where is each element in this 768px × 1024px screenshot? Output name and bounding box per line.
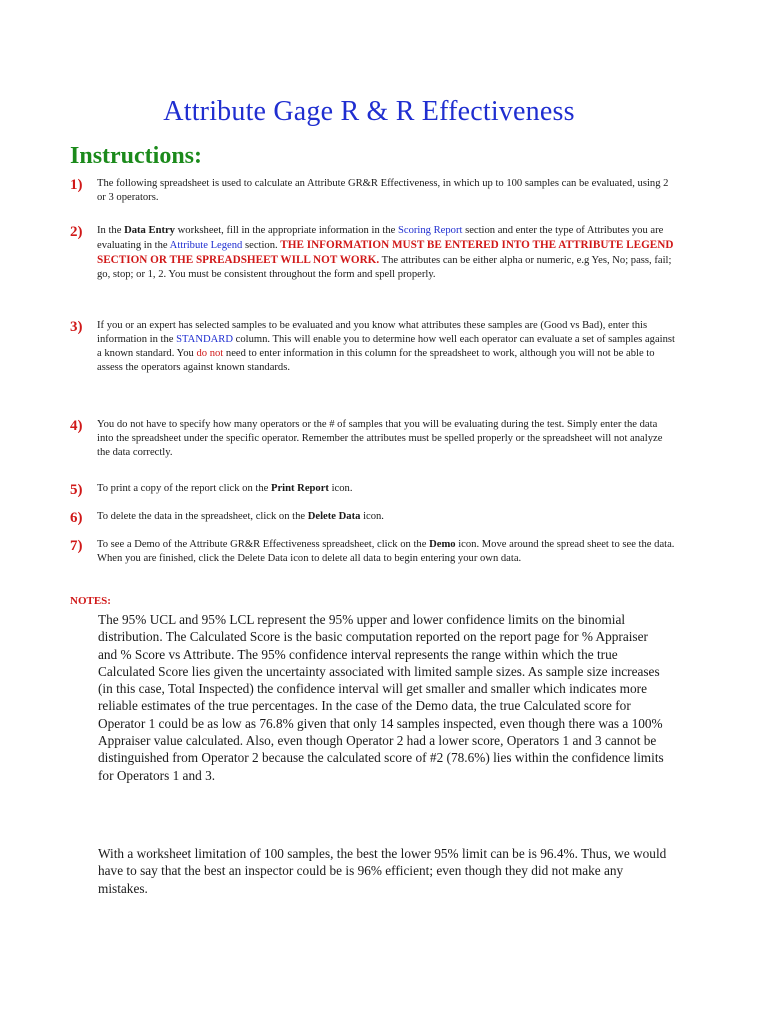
notes-label: NOTES: xyxy=(70,595,111,607)
item-text: To see a Demo of the Attribute GR&R Effectiveness spreadsheet, click on the Demo icon. Move around the spread sheet to see the data. When you are finished, click the Delete Data icon to delete all data to begin entering your own data. xyxy=(97,539,675,564)
delete-data-label: Delete Data xyxy=(307,511,361,522)
item-number: 7) xyxy=(70,538,83,554)
item-number: 4) xyxy=(70,418,83,434)
item-number: 2) xyxy=(70,224,83,240)
standard-column-ref: STANDARD xyxy=(176,334,233,345)
demo-label: Demo xyxy=(429,539,456,550)
item-number: 3) xyxy=(70,319,83,335)
item-text: If you or an expert has selected samples to be evaluated and you know what attributes these samples are (Good vs Bad), enter this information in the STANDARD column. This will enable you to determine how well each operator can evaluate a set of samples against a known standard. You do not need to enter information in this column for the spreadsheet to work, although you will not be able to assess the operators against known standards. xyxy=(97,320,675,373)
do-not-emphasis: do not xyxy=(196,348,224,359)
item-number: 5) xyxy=(70,482,83,498)
item-text: The following spreadsheet is used to calculate an Attribute GR&R Effectiveness, in which up to 100 samples can be evaluated, using 2 or 3 operators. xyxy=(97,178,669,203)
item-text: To print a copy of the report click on the Print Report icon. xyxy=(97,483,353,494)
document-title: Attribute Gage R & R Effectiveness xyxy=(163,96,575,127)
item-number: 6) xyxy=(70,510,83,526)
item-number: 1) xyxy=(70,177,83,193)
instructions-heading: Instructions: xyxy=(70,143,203,169)
item-text: To delete the data in the spreadsheet, click on the Delete Data icon. xyxy=(97,511,384,522)
attribute-legend-ref: Attribute Legend xyxy=(169,240,243,251)
print-report-label: Print Report xyxy=(271,483,329,494)
warning-text: THE INFORMATION MUST BE ENTERED INTO THE ATTRIBUTE LEGEND SECTION OR THE SPREADSHEET WILL NOT WORK. xyxy=(97,239,674,266)
data-entry-label: Data Entry xyxy=(124,225,175,236)
notes-paragraph-1: The 95% UCL and 95% LCL represent the 95% upper and lower confidence limits on the binomial distribution. The Calculated Score is the basic computation reported on the report page for % Appraiser and % Score vs Attribute. The 95% confidence interval represents the range within which the true Calculated Score lies given the uncertainty associated with limited sample sizes. As sample size increases (in this case, Total Inspected) the confidence interval will get smaller and smaller which indicates more reliable estimates of the true percentages. In the case of the Demo data, the true Calculated score for Operator 1 could be as low as 76.8% given that only 14 samples inspected, even though there was a 100% Appraiser value calculated. Also, even though Operator 2 had a lower score, Operators 1 and 3 cannot be distinguished from Operator 2 because the calculated score of #2 (78.6%) lies within the confidence limits for Operators 1 and 3. xyxy=(98,612,664,783)
notes-paragraph-2: With a worksheet limitation of 100 samples, the best the lower 95% limit can be is 96.4%. Thus, we would have to say that the best an inspector could be is 96% efficient; even though they did not make any mistakes. xyxy=(98,846,667,896)
scoring-report-ref: Scoring Report xyxy=(397,225,463,236)
item-text: You do not have to specify how many operators or the # of samples that you will be evaluating during the test. Simply enter the data into the spreadsheet under the specific operator. Remember the attributes must be spelled properly or the spreadsheet will not analyze the data correctly. xyxy=(97,419,663,458)
item-text: In the Data Entry worksheet, fill in the appropriate information in the Scoring Report section and enter the type of Attributes you are evaluating in the Attribute Legend section. THE INFORMATION MUST BE ENTERED INTO THE ATTRIBUTE LEGEND SECTION OR THE SPREADSHEET WILL NOT WORK. The attributes can be either alpha or numeric, e.g Yes, No; pass, fail; go, stop; or 1, 2. You must be consistent throughout the form and spell properly. xyxy=(97,225,674,280)
